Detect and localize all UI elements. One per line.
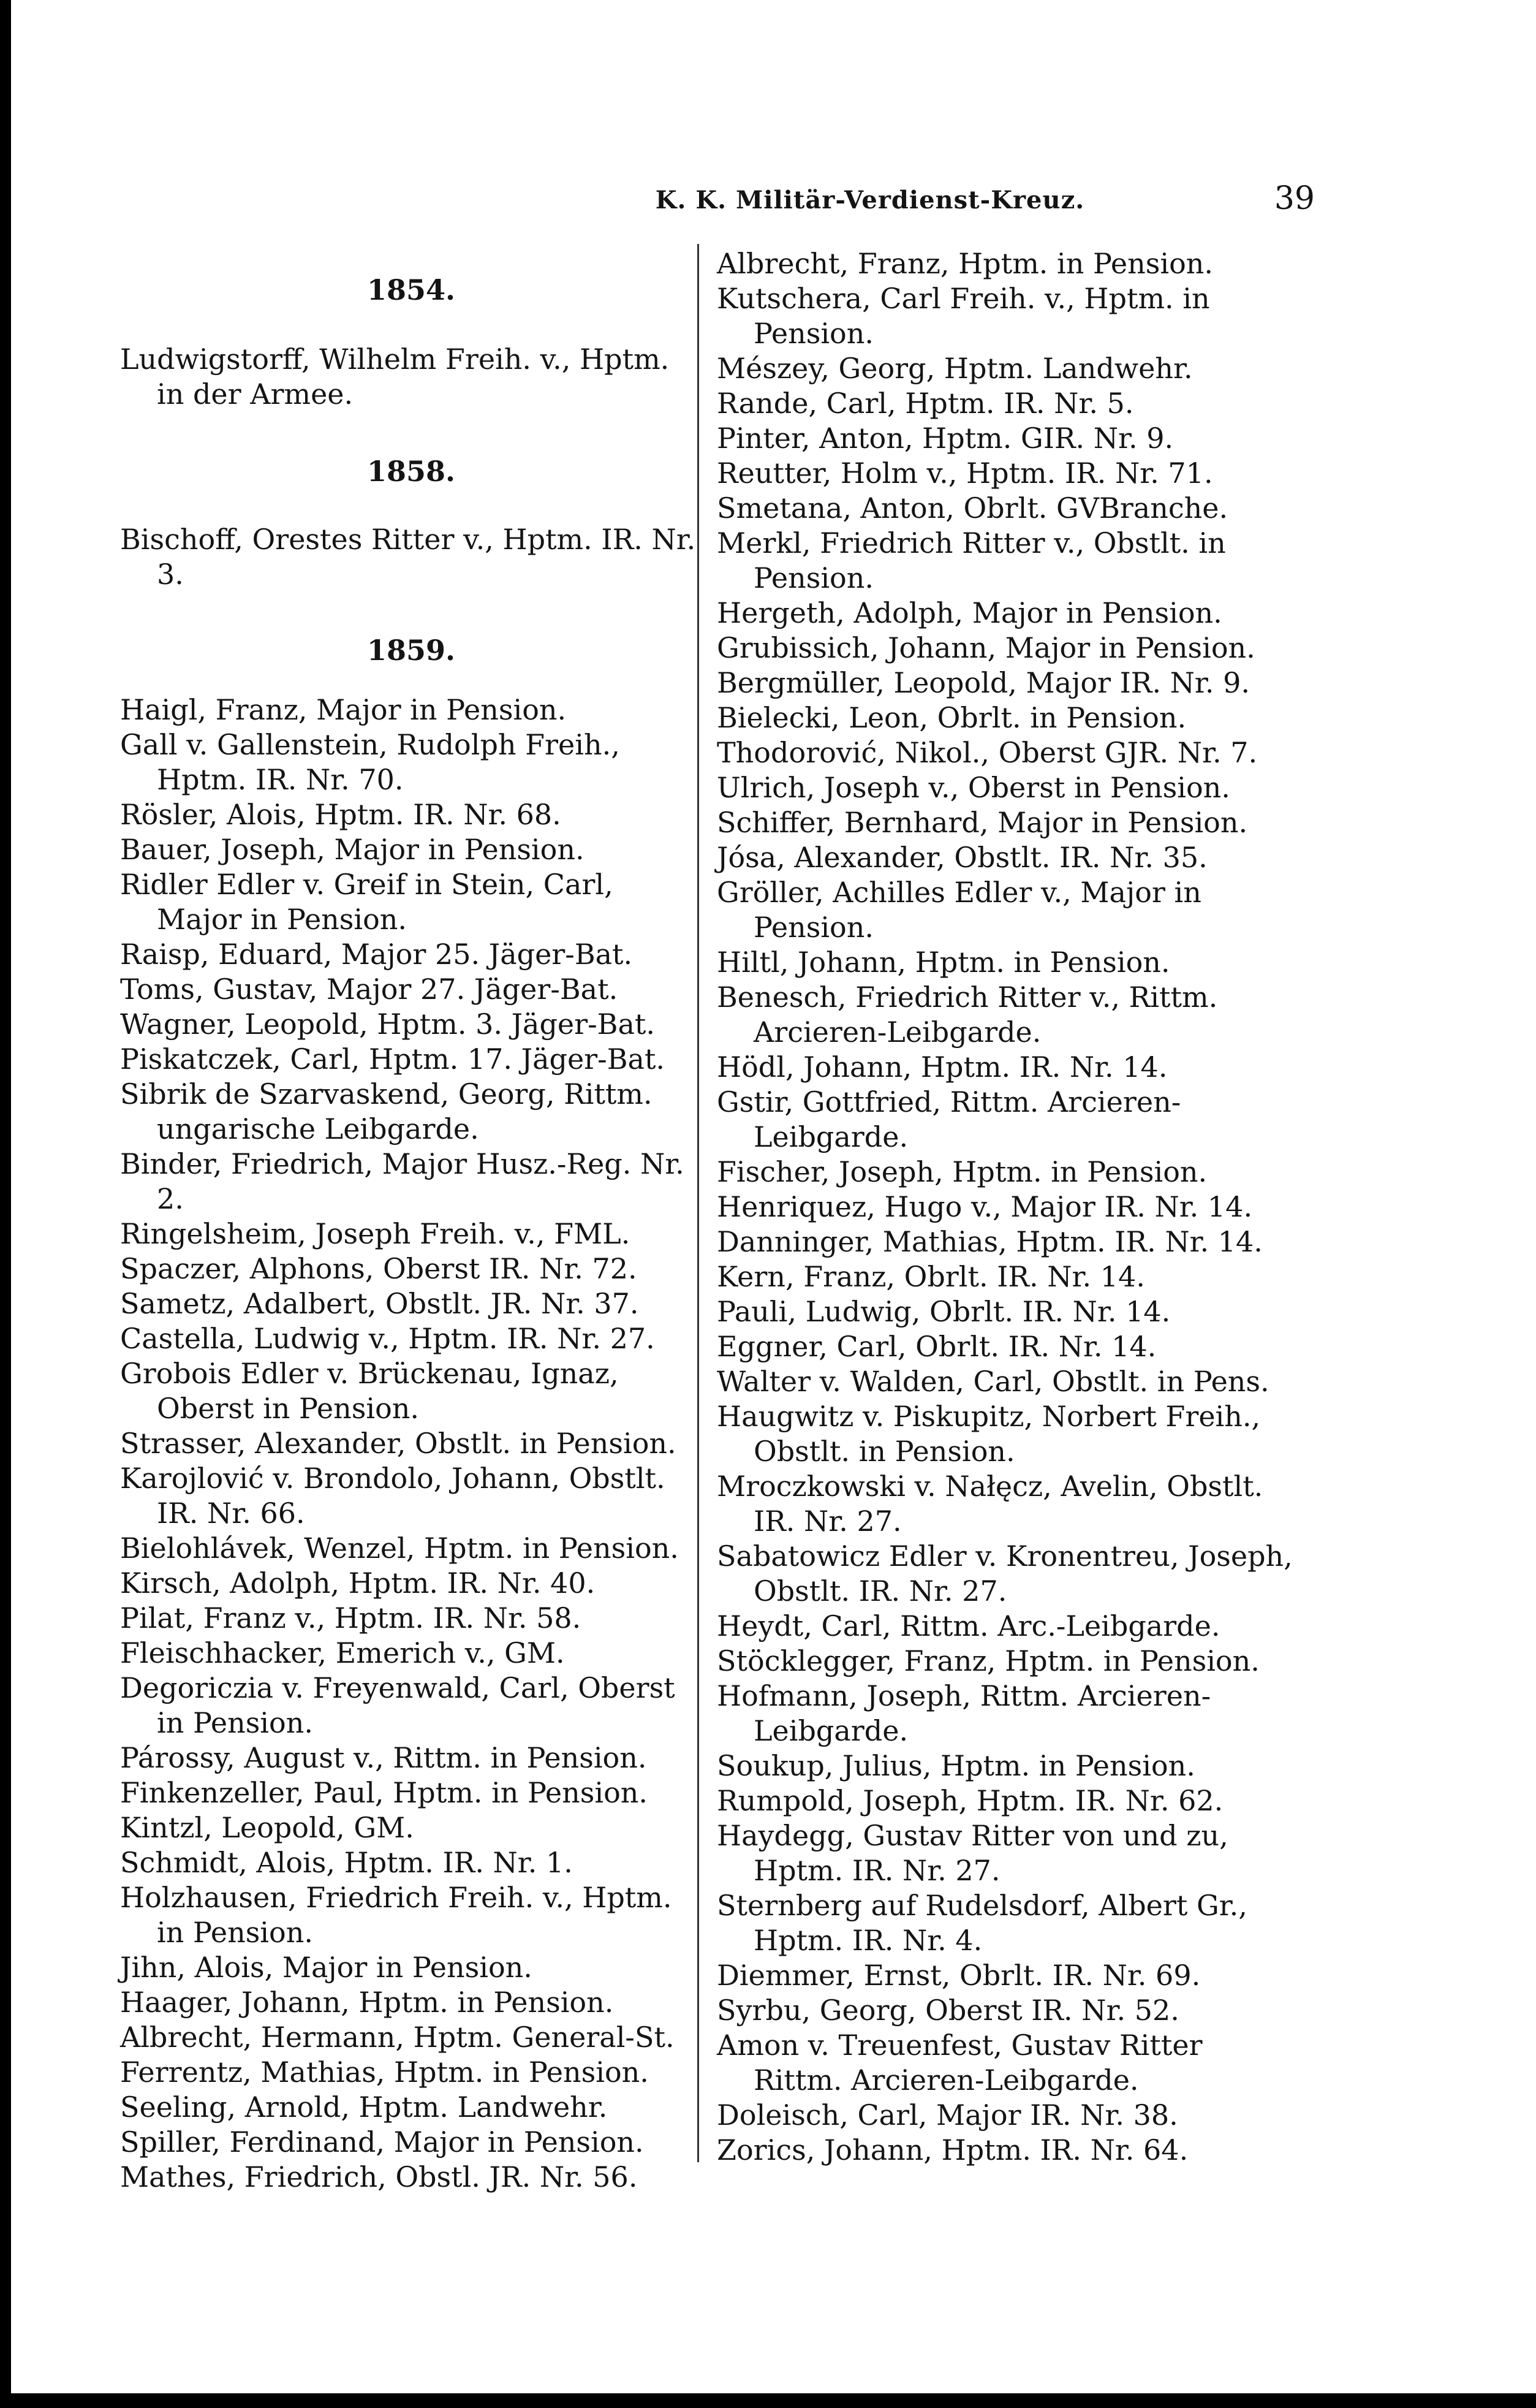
entries-right [717,246,1299,2168]
list-item: Pauli, Ludwig, Obrlt. IR. Nr. 14. [717,1295,1171,1328]
list-item: Gstir, Gottfried, Rittm. Arcieren-Leibgarde. [717,1085,1181,1153]
year-heading-1854: 1854. [366,273,456,306]
list-item: Henriquez, Hugo v., Major IR. Nr. 14. [717,1190,1253,1223]
list-item: Smetana, Anton, Obrlt. GVBranche. [717,492,1228,525]
list-item: Bischoff, Orestes Ritter v., Hptm. IR. Nr. 3. [120,523,696,591]
list-item: Sametz, Adalbert, Obstlt. JR. Nr. 37. [120,1287,639,1320]
list-item: Merkl, Friedrich Ritter v., Obstlt. in Pension. [717,526,1226,594]
list-item: Syrbu, Georg, Oberst IR. Nr. 52. [717,1994,1179,2027]
list-item: Fleischhacker, Emerich v., GM. [120,1636,565,1669]
entries-1859 [120,693,702,2195]
list-item: Diemmer, Ernst, Obrlt. IR. Nr. 69. [717,1959,1201,1992]
running-header: K. K. Militär-Verdienst-Kreuz. [655,186,1085,215]
list-item: Heydt, Carl, Rittm. Arc.-Leibgarde. [717,1609,1220,1643]
right-column [717,246,1299,2168]
list-item: Kutschera, Carl Freih. v., Hptm. in Pension. [717,282,1210,350]
list-item: Castella, Ludwig v., Hptm. IR. Nr. 27. [120,1322,655,1355]
list-item: Binder, Friedrich, Major Husz.-Reg. Nr. 2. [120,1147,684,1215]
list-item: Reutter, Holm v., Hptm. IR. Nr. 71. [717,457,1213,490]
list-item: Danninger, Mathias, Hptm. IR. Nr. 14. [717,1225,1263,1258]
list-item: Seeling, Arnold, Hptm. Landwehr. [120,2091,608,2124]
list-item: Strasser, Alexander, Obstlt. in Pension. [120,1427,676,1460]
year-heading-1858: 1858. [366,455,456,488]
list-item: Ringelsheim, Joseph Freih. v., FML. [120,1217,630,1250]
list-item: Spaczer, Alphons, Oberst IR. Nr. 72. [120,1252,637,1285]
list-item: Amon v. Treuenfest, Gustav Ritter Rittm. Arcieren-Leibgarde. [717,2029,1203,2097]
list-item: Wagner, Leopold, Hptm. 3. Jäger-Bat. [120,1008,656,1041]
list-item: Gröller, Achilles Edler v., Major in Pension. [717,876,1201,944]
list-item: Rösler, Alois, Hptm. IR. Nr. 68. [120,798,561,831]
scan-frame-bottom [0,2393,1536,2408]
list-item: Kirsch, Adolph, Hptm. IR. Nr. 40. [120,1567,596,1600]
list-item: Holzhausen, Friedrich Freih. v., Hptm. in Pension. [120,1881,672,1949]
list-item: Degoriczia v. Freyenwald, Carl, Oberst in Pension. [120,1671,675,1739]
list-item: Gall v. Gallenstein, Rudolph Freih., Hptm. IR. Nr. 70. [120,728,620,796]
list-item: Schiffer, Bernhard, Major in Pension. [717,806,1248,839]
list-item: Finkenzeller, Paul, Hptm. in Pension. [120,1776,648,1809]
list-item: Raisp, Eduard, Major 25. Jäger-Bat. [120,938,633,971]
list-item: Stöcklegger, Franz, Hptm. in Pension. [717,1644,1260,1677]
list-item: Mészey, Georg, Hptm. Landwehr. [717,352,1193,385]
list-item: Doleisch, Carl, Major IR. Nr. 38. [717,2098,1178,2132]
list-item: Ludwigstorff, Wilhelm Freih. v., Hptm. in der Armee. [120,343,670,411]
list-item: Pilat, Franz v., Hptm. IR. Nr. 58. [120,1601,581,1635]
list-item: Karojlović v. Brondolo, Johann, Obstlt. IR. Nr. 66. [120,1462,665,1530]
list-item: Párossy, August v., Rittm. in Pension. [120,1741,647,1774]
list-item: Hödl, Johann, Hptm. IR. Nr. 14. [717,1050,1168,1084]
list-item: Piskatczek, Carl, Hptm. 17. Jäger-Bat. [120,1043,665,1076]
list-item: Mathes, Friedrich, Obstl. JR. Nr. 56. [120,2160,638,2193]
list-item: Haydegg, Gustav Ritter von und zu, Hptm. IR. Nr. 27. [717,1819,1228,1887]
list-item: Eggner, Carl, Obrlt. IR. Nr. 14. [717,1330,1157,1363]
list-item: Walter v. Walden, Carl, Obstlt. in Pens. [717,1365,1269,1398]
list-item: Bauer, Joseph, Major in Pension. [120,833,585,866]
list-item: Thodorović, Nikol., Oberst GJR. Nr. 7. [717,736,1258,769]
page-number: 39 [1274,180,1315,217]
list-item: Bergmüller, Leopold, Major IR. Nr. 9. [717,666,1250,699]
list-item: Schmidt, Alois, Hptm. IR. Nr. 1. [120,1846,573,1879]
list-item: Bielohlávek, Wenzel, Hptm. in Pension. [120,1532,679,1565]
year-heading-1859: 1859. [366,634,456,667]
list-item: Ulrich, Joseph v., Oberst in Pension. [717,771,1230,804]
left-column [120,264,702,2195]
list-item: Bielecki, Leon, Obrlt. in Pension. [717,701,1187,734]
list-item: Rumpold, Joseph, Hptm. IR. Nr. 62. [717,1784,1224,1817]
list-item: Zorics, Johann, Hptm. IR. Nr. 64. [717,2133,1189,2167]
list-item: Hiltl, Johann, Hptm. in Pension. [717,946,1170,979]
list-item: Jihn, Alois, Major in Pension. [120,1951,532,1984]
list-item: Ridler Edler v. Greif in Stein, Carl, Major in Pension. [120,868,613,936]
list-item: Mroczkowski v. Nałęcz, Avelin, Obstlt. IR. Nr. 27. [717,1470,1263,1538]
scan-frame-left [0,0,11,2408]
list-item: Albrecht, Franz, Hptm. in Pension. [717,247,1214,280]
list-item: Hergeth, Adolph, Major in Pension. [717,596,1222,629]
list-item: Kintzl, Leopold, GM. [120,1811,414,1844]
list-item: Sibrik de Szarvaskend, Georg, Rittm. ungarische Leibgarde. [120,1077,653,1145]
list-item: Ferrentz, Mathias, Hptm. in Pension. [120,2056,649,2089]
list-item: Grobois Edler v. Brückenau, Ignaz, Oberst in Pension. [120,1357,619,1425]
list-item: Rande, Carl, Hptm. IR. Nr. 5. [717,387,1134,420]
list-item: Albrecht, Hermann, Hptm. General-St. [120,2021,675,2054]
list-item: Hofmann, Joseph, Rittm. Arcieren-Leibgarde. [717,1679,1211,1747]
list-item: Spiller, Ferdinand, Major in Pension. [120,2125,644,2159]
list-item: Sternberg auf Rudelsdorf, Albert Gr., Hptm. IR. Nr. 4. [717,1889,1247,1957]
list-item: Toms, Gustav, Major 27. Jäger-Bat. [120,973,618,1006]
list-item: Grubissich, Johann, Major in Pension. [717,631,1255,664]
list-item: Soukup, Julius, Hptm. in Pension. [717,1749,1195,1782]
list-item: Haugwitz v. Piskupitz, Norbert Freih., Obstlt. in Pension. [717,1400,1261,1468]
list-item: Sabatowicz Edler v. Kronentreu, Joseph, Obstlt. IR. Nr. 27. [717,1540,1293,1608]
list-item: Benesch, Friedrich Ritter v., Rittm. Arcieren-Leibgarde. [717,981,1218,1049]
list-item: Jósa, Alexander, Obstlt. IR. Nr. 35. [717,841,1208,874]
list-item: Haager, Johann, Hptm. in Pension. [120,1986,614,2019]
list-item: Pinter, Anton, Hptm. GIR. Nr. 9. [717,422,1174,455]
list-item: Kern, Franz, Obrlt. IR. Nr. 14. [717,1260,1145,1293]
list-item: Haigl, Franz, Major in Pension. [120,693,567,726]
list-item: Fischer, Joseph, Hptm. in Pension. [717,1155,1208,1188]
